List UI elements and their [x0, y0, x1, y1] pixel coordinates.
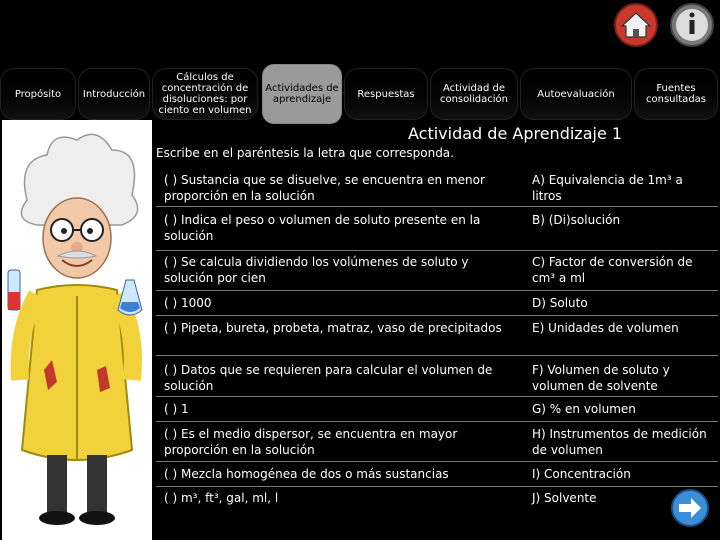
option-text: C) Factor de conversión de cm³ a ml	[532, 255, 693, 285]
statement-text: ( ) Se calcula dividiendo los volúmenes de soluto y solución por cien	[164, 255, 469, 285]
row-divider	[156, 290, 718, 291]
home-button[interactable]	[610, 2, 662, 48]
option-text: J) Solvente	[532, 491, 597, 505]
tab-label: Cálculos de concentración de disoluciones: por ciento en volumen	[158, 72, 252, 116]
statement-text: ( ) Es el medio dispersor, se encuentra en mayor proporción en la solución	[164, 427, 458, 457]
matching-table	[156, 166, 718, 540]
tab-autoevaluacion[interactable]	[520, 68, 632, 120]
row-divider	[156, 315, 718, 316]
row-divider	[156, 486, 718, 487]
statement-text: ( ) Pipeta, bureta, probeta, matraz, vaso de precipitados	[164, 321, 502, 335]
tab-label: Introducción	[82, 88, 146, 100]
tab-actividad-consolidacion[interactable]	[430, 68, 518, 120]
row-divider	[156, 461, 718, 462]
info-button[interactable]	[666, 2, 718, 48]
tab-calculos[interactable]	[152, 68, 258, 120]
statement-text: ( ) 1000	[164, 296, 212, 310]
tab-label: Respuestas	[357, 88, 415, 100]
option-text: E) Unidades de volumen	[532, 321, 679, 335]
row-divider	[156, 421, 718, 422]
option-text: D) Soluto	[532, 296, 588, 310]
statement-text: ( ) Mezcla homogénea de dos o más sustancias	[164, 467, 449, 481]
tab-label: Autoevaluación	[537, 88, 615, 100]
row-divider	[156, 355, 718, 356]
tab-introduccion[interactable]	[78, 68, 150, 120]
statement-text: ( ) Datos que se requieren para calcular el volumen de solución	[164, 363, 493, 393]
row-divider	[156, 206, 718, 207]
option-text: I) Concentración	[532, 467, 631, 481]
statement-text: ( ) 1	[164, 402, 189, 416]
statement-text: ( ) Sustancia que se disuelve, se encuentra en menor proporción en la solución	[164, 173, 485, 203]
statement-text: ( ) Indica el peso o volumen de soluto presente en la solución	[164, 213, 481, 243]
option-text: F) Volumen de soluto y volumen de solvente	[532, 363, 670, 393]
tab-label: Actividades de aprendizaje	[265, 83, 339, 105]
row-divider	[156, 250, 718, 251]
scientist-illustration	[2, 120, 152, 540]
tab-label: Fuentes consultadas	[645, 83, 706, 105]
option-text: A) Equivalencia de 1m³ a litros	[532, 173, 683, 203]
tab-label: Actividad de consolidación	[439, 83, 509, 105]
instruction-text: Escribe en el paréntesis la letra que corresponda.	[156, 146, 454, 160]
tab-label: Propósito	[14, 88, 62, 100]
tab-fuentes[interactable]	[634, 68, 718, 120]
main-navigation	[0, 60, 720, 128]
next-arrow-icon	[668, 488, 712, 528]
option-text: G) % en volumen	[532, 402, 636, 416]
tab-actividades[interactable]	[262, 64, 342, 124]
next-button[interactable]	[668, 488, 712, 528]
page-title: Actividad de Aprendizaje 1	[408, 124, 623, 143]
scientist-image	[2, 120, 152, 540]
row-divider	[156, 396, 718, 397]
home-icon	[610, 2, 662, 48]
tab-proposito[interactable]	[0, 68, 76, 120]
info-icon	[666, 2, 718, 48]
option-text: B) (Di)solución	[532, 213, 621, 227]
top-icons	[610, 2, 718, 48]
tab-respuestas[interactable]	[344, 68, 428, 120]
option-text: H) Instrumentos de medición de volumen	[532, 427, 707, 457]
statement-text: ( ) m³, ft³, gal, ml, l	[164, 491, 279, 505]
